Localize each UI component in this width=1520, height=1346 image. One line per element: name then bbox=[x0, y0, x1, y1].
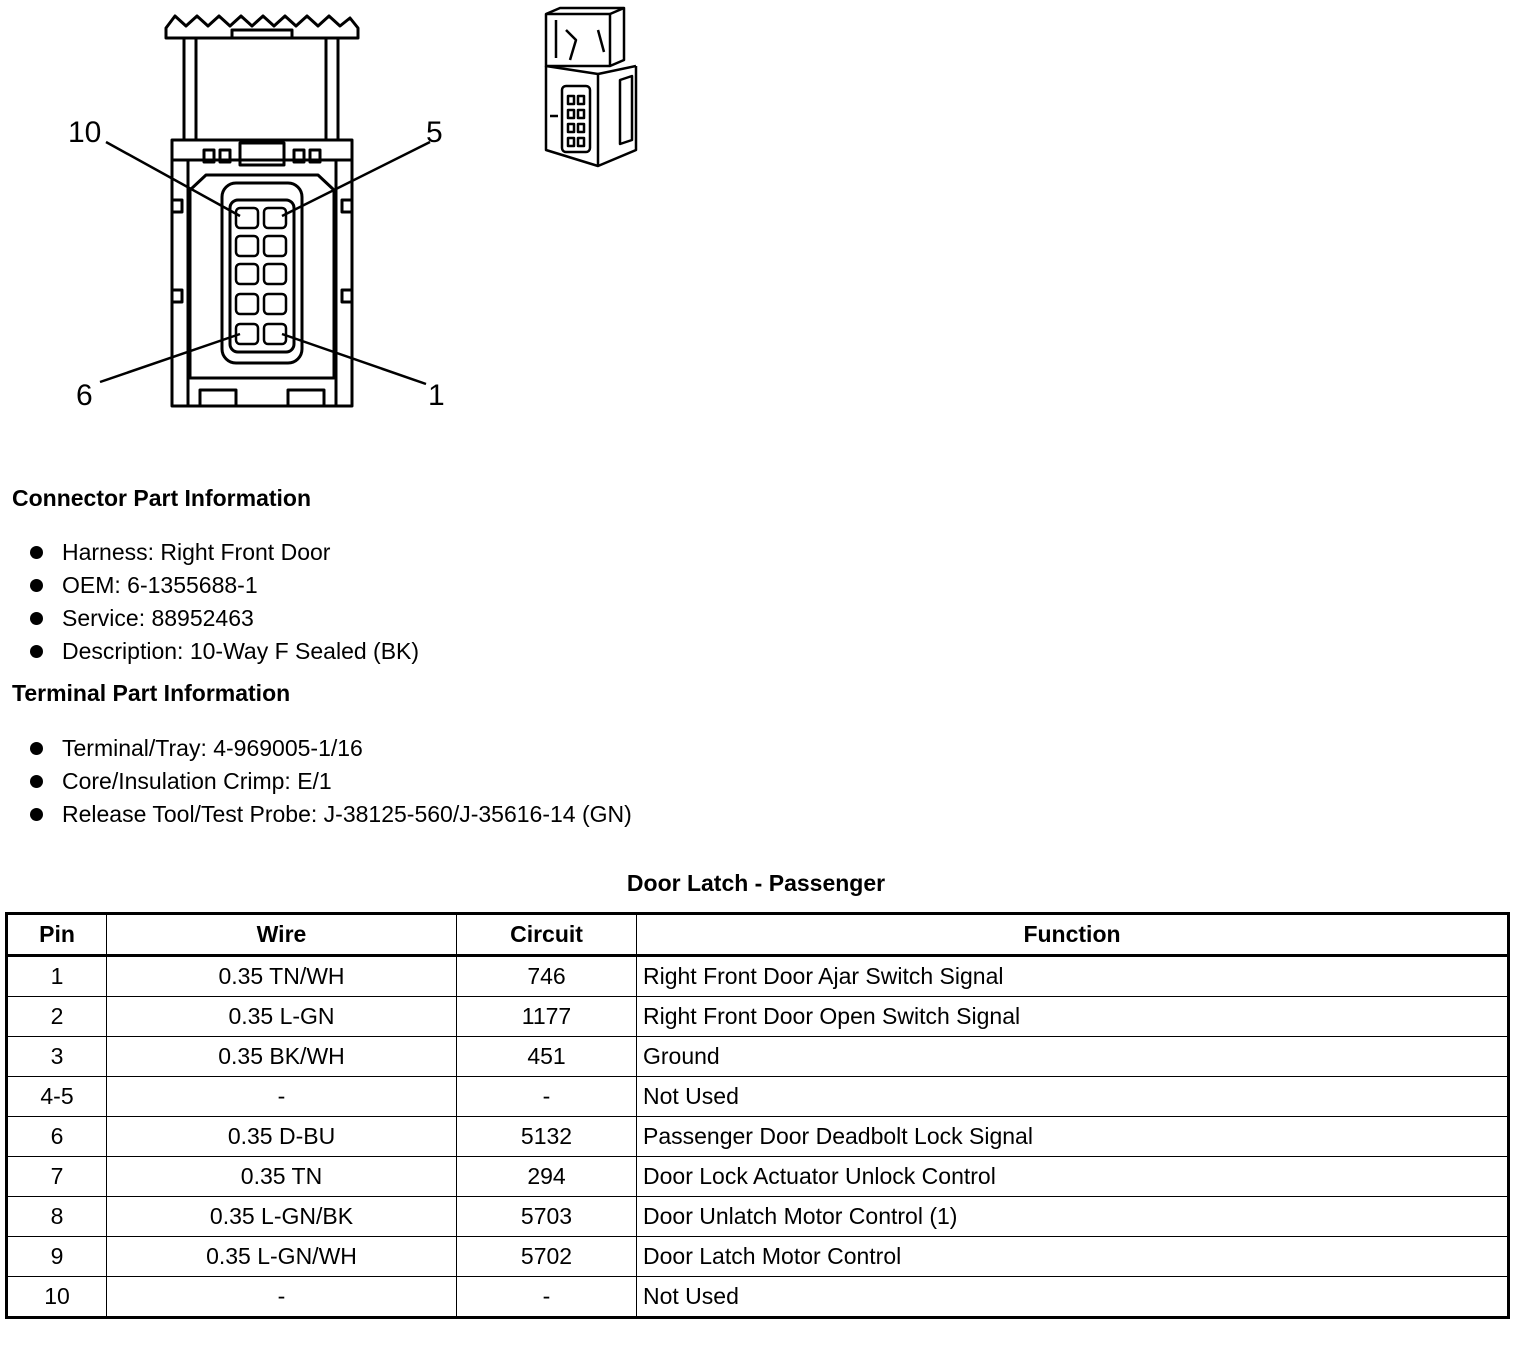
callout-leaders bbox=[100, 142, 430, 384]
column-header-function: Function bbox=[637, 914, 1509, 956]
bullet-icon bbox=[30, 579, 43, 592]
circuit-cell: 5132 bbox=[457, 1117, 637, 1157]
column-header-circuit: Circuit bbox=[457, 914, 637, 956]
table-row bbox=[7, 1277, 1509, 1318]
list-item: Harness: Right Front Door bbox=[28, 536, 419, 569]
circuit-cell: 5703 bbox=[457, 1197, 637, 1237]
pin-cell: 8 bbox=[7, 1197, 107, 1237]
table-row bbox=[7, 956, 1509, 997]
function-cell: Door Lock Actuator Unlock Control bbox=[637, 1157, 1509, 1197]
circuit-cell: 451 bbox=[457, 1037, 637, 1077]
table-title: Door Latch - Passenger bbox=[626, 870, 886, 896]
circuit-cell: 294 bbox=[457, 1157, 637, 1197]
wire-cell: - bbox=[107, 1277, 457, 1318]
function-cell: Door Latch Motor Control bbox=[637, 1237, 1509, 1277]
connector-part-info-heading: Connector Part Information bbox=[12, 485, 312, 511]
function-cell: Ground bbox=[637, 1037, 1509, 1077]
pin-cell: 4-5 bbox=[7, 1077, 107, 1117]
table-row bbox=[7, 997, 1509, 1037]
callout-label-10: 10 bbox=[68, 116, 102, 149]
wire-cell: - bbox=[107, 1077, 457, 1117]
list-item: Description: 10-Way F Sealed (BK) bbox=[28, 635, 419, 668]
list-item: Terminal/Tray: 4-969005-1/16 bbox=[28, 732, 632, 765]
circuit-cell: - bbox=[457, 1077, 637, 1117]
callout-label-5: 5 bbox=[426, 116, 443, 149]
circuit-cell: 5702 bbox=[457, 1237, 637, 1277]
pin-cell: 9 bbox=[7, 1237, 107, 1277]
wire-cell: 0.35 TN bbox=[107, 1157, 457, 1197]
pin-cell: 3 bbox=[7, 1037, 107, 1077]
table-row bbox=[7, 1237, 1509, 1277]
function-cell: Not Used bbox=[637, 1077, 1509, 1117]
bullet-icon bbox=[30, 612, 43, 625]
terminal-cavities bbox=[236, 208, 286, 344]
table-row bbox=[7, 1077, 1509, 1117]
table-header-row bbox=[7, 914, 1509, 956]
pin-cell: 7 bbox=[7, 1157, 107, 1197]
function-cell: Passenger Door Deadbolt Lock Signal bbox=[637, 1117, 1509, 1157]
wire-cell: 0.35 D-BU bbox=[107, 1117, 457, 1157]
function-cell: Door Unlatch Motor Control (1) bbox=[637, 1197, 1509, 1237]
pin-cell: 6 bbox=[7, 1117, 107, 1157]
list-item: OEM: 6-1355688-1 bbox=[28, 569, 419, 602]
circuit-cell: 746 bbox=[457, 956, 637, 997]
circuit-cell: - bbox=[457, 1277, 637, 1318]
list-item: Release Tool/Test Probe: J-38125-560/J-35616-14 (GN) bbox=[28, 798, 632, 831]
wire-cell: 0.35 L-GN bbox=[107, 997, 457, 1037]
function-cell: Right Front Door Open Switch Signal bbox=[637, 997, 1509, 1037]
terminal-part-info-list bbox=[28, 732, 632, 831]
list-item: Core/Insulation Crimp: E/1 bbox=[28, 765, 632, 798]
table-row bbox=[7, 1197, 1509, 1237]
wire-cell: 0.35 BK/WH bbox=[107, 1037, 457, 1077]
column-header-wire: Wire bbox=[107, 914, 457, 956]
list-item: Service: 88952463 bbox=[28, 602, 419, 635]
table-row bbox=[7, 1037, 1509, 1077]
bullet-icon bbox=[30, 808, 43, 821]
bullet-icon bbox=[30, 645, 43, 658]
pin-cell: 1 bbox=[7, 956, 107, 997]
callout-label-1: 1 bbox=[428, 379, 445, 412]
connector-diagram bbox=[0, 0, 700, 420]
connector-iso-view bbox=[546, 8, 636, 166]
connector-part-info-list bbox=[28, 536, 419, 668]
wire-cell: 0.35 L-GN/WH bbox=[107, 1237, 457, 1277]
bullet-icon bbox=[30, 775, 43, 788]
wire-cell: 0.35 L-GN/BK bbox=[107, 1197, 457, 1237]
column-header-pin: Pin bbox=[7, 914, 107, 956]
bullet-icon bbox=[30, 546, 43, 559]
pinout-table bbox=[5, 912, 1510, 1319]
pin-cell: 2 bbox=[7, 997, 107, 1037]
connector-face-view bbox=[166, 16, 358, 406]
table-row bbox=[7, 1157, 1509, 1197]
pin-cell: 10 bbox=[7, 1277, 107, 1318]
terminal-part-info-heading: Terminal Part Information bbox=[12, 680, 291, 706]
function-cell: Right Front Door Ajar Switch Signal bbox=[637, 956, 1509, 997]
table-row bbox=[7, 1117, 1509, 1157]
wire-cell: 0.35 TN/WH bbox=[107, 956, 457, 997]
function-cell: Not Used bbox=[637, 1277, 1509, 1318]
circuit-cell: 1177 bbox=[457, 997, 637, 1037]
bullet-icon bbox=[30, 742, 43, 755]
callout-label-6: 6 bbox=[76, 379, 93, 412]
